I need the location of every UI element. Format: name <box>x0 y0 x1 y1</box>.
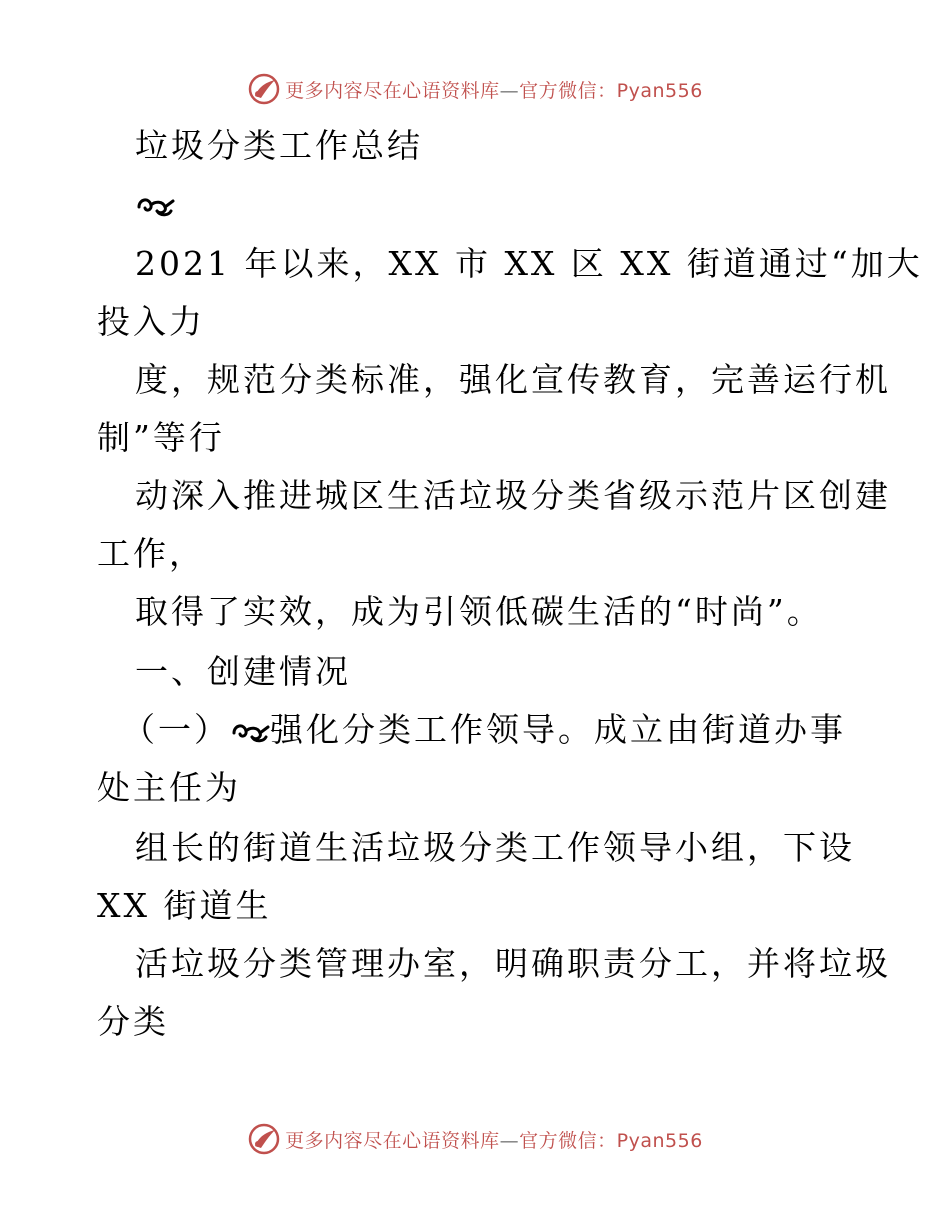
section-heading: 一、创建情况 <box>135 652 351 691</box>
swirl-ornament-icon <box>135 191 175 221</box>
banner-separator: — <box>499 79 520 102</box>
list-item-heading <box>122 706 846 754</box>
ornament-line <box>135 180 175 228</box>
paragraph-line: 工作， <box>97 534 205 573</box>
paragraph-line: 组长的街道生活垃圾分类工作领导小组，下设 <box>135 828 855 867</box>
paragraph-line: 2021 年以来，XX 市 XX 区 XX 街道通过“加大 <box>135 244 923 283</box>
paragraph-line: 分类 <box>97 1002 169 1041</box>
paragraph-line: 投入力 <box>97 302 205 341</box>
paragraph-line: 制”等行 <box>97 418 225 457</box>
banner-wechat: 官方微信：Pyan556 <box>519 79 703 102</box>
banner-separator: — <box>499 1129 520 1152</box>
banner-site-name: 更多内容尽在心语资料库 <box>285 1129 500 1152</box>
paragraph-line: 活垃圾分类管理办室，明确职责分工，并将垃圾 <box>135 944 891 983</box>
list-item-text: 强化分类工作领导。成立由街道办事 <box>270 710 846 749</box>
paragraph-line: 取得了实效，成为引领低碳生活的“时尚”。 <box>135 592 823 631</box>
swirl-ornament-icon <box>230 717 270 747</box>
banner-wechat: 官方微信：Pyan556 <box>519 1129 703 1152</box>
brand-logo-icon <box>247 1122 281 1156</box>
footer-banner <box>0 1122 950 1156</box>
paragraph-line: XX 街道生 <box>97 886 272 925</box>
brand-logo-icon <box>247 72 281 106</box>
paragraph-line: 处主任为 <box>97 768 241 807</box>
header-banner <box>0 72 950 106</box>
banner-site-name: 更多内容尽在心语资料库 <box>285 79 500 102</box>
document-title: 垃圾分类工作总结 <box>135 126 423 165</box>
paragraph-line: 动深入推进城区生活垃圾分类省级示范片区创建 <box>135 476 891 515</box>
list-item-prefix: （一） <box>122 710 230 749</box>
paragraph-line: 度，规范分类标准，强化宣传教育，完善运行机 <box>135 360 891 399</box>
